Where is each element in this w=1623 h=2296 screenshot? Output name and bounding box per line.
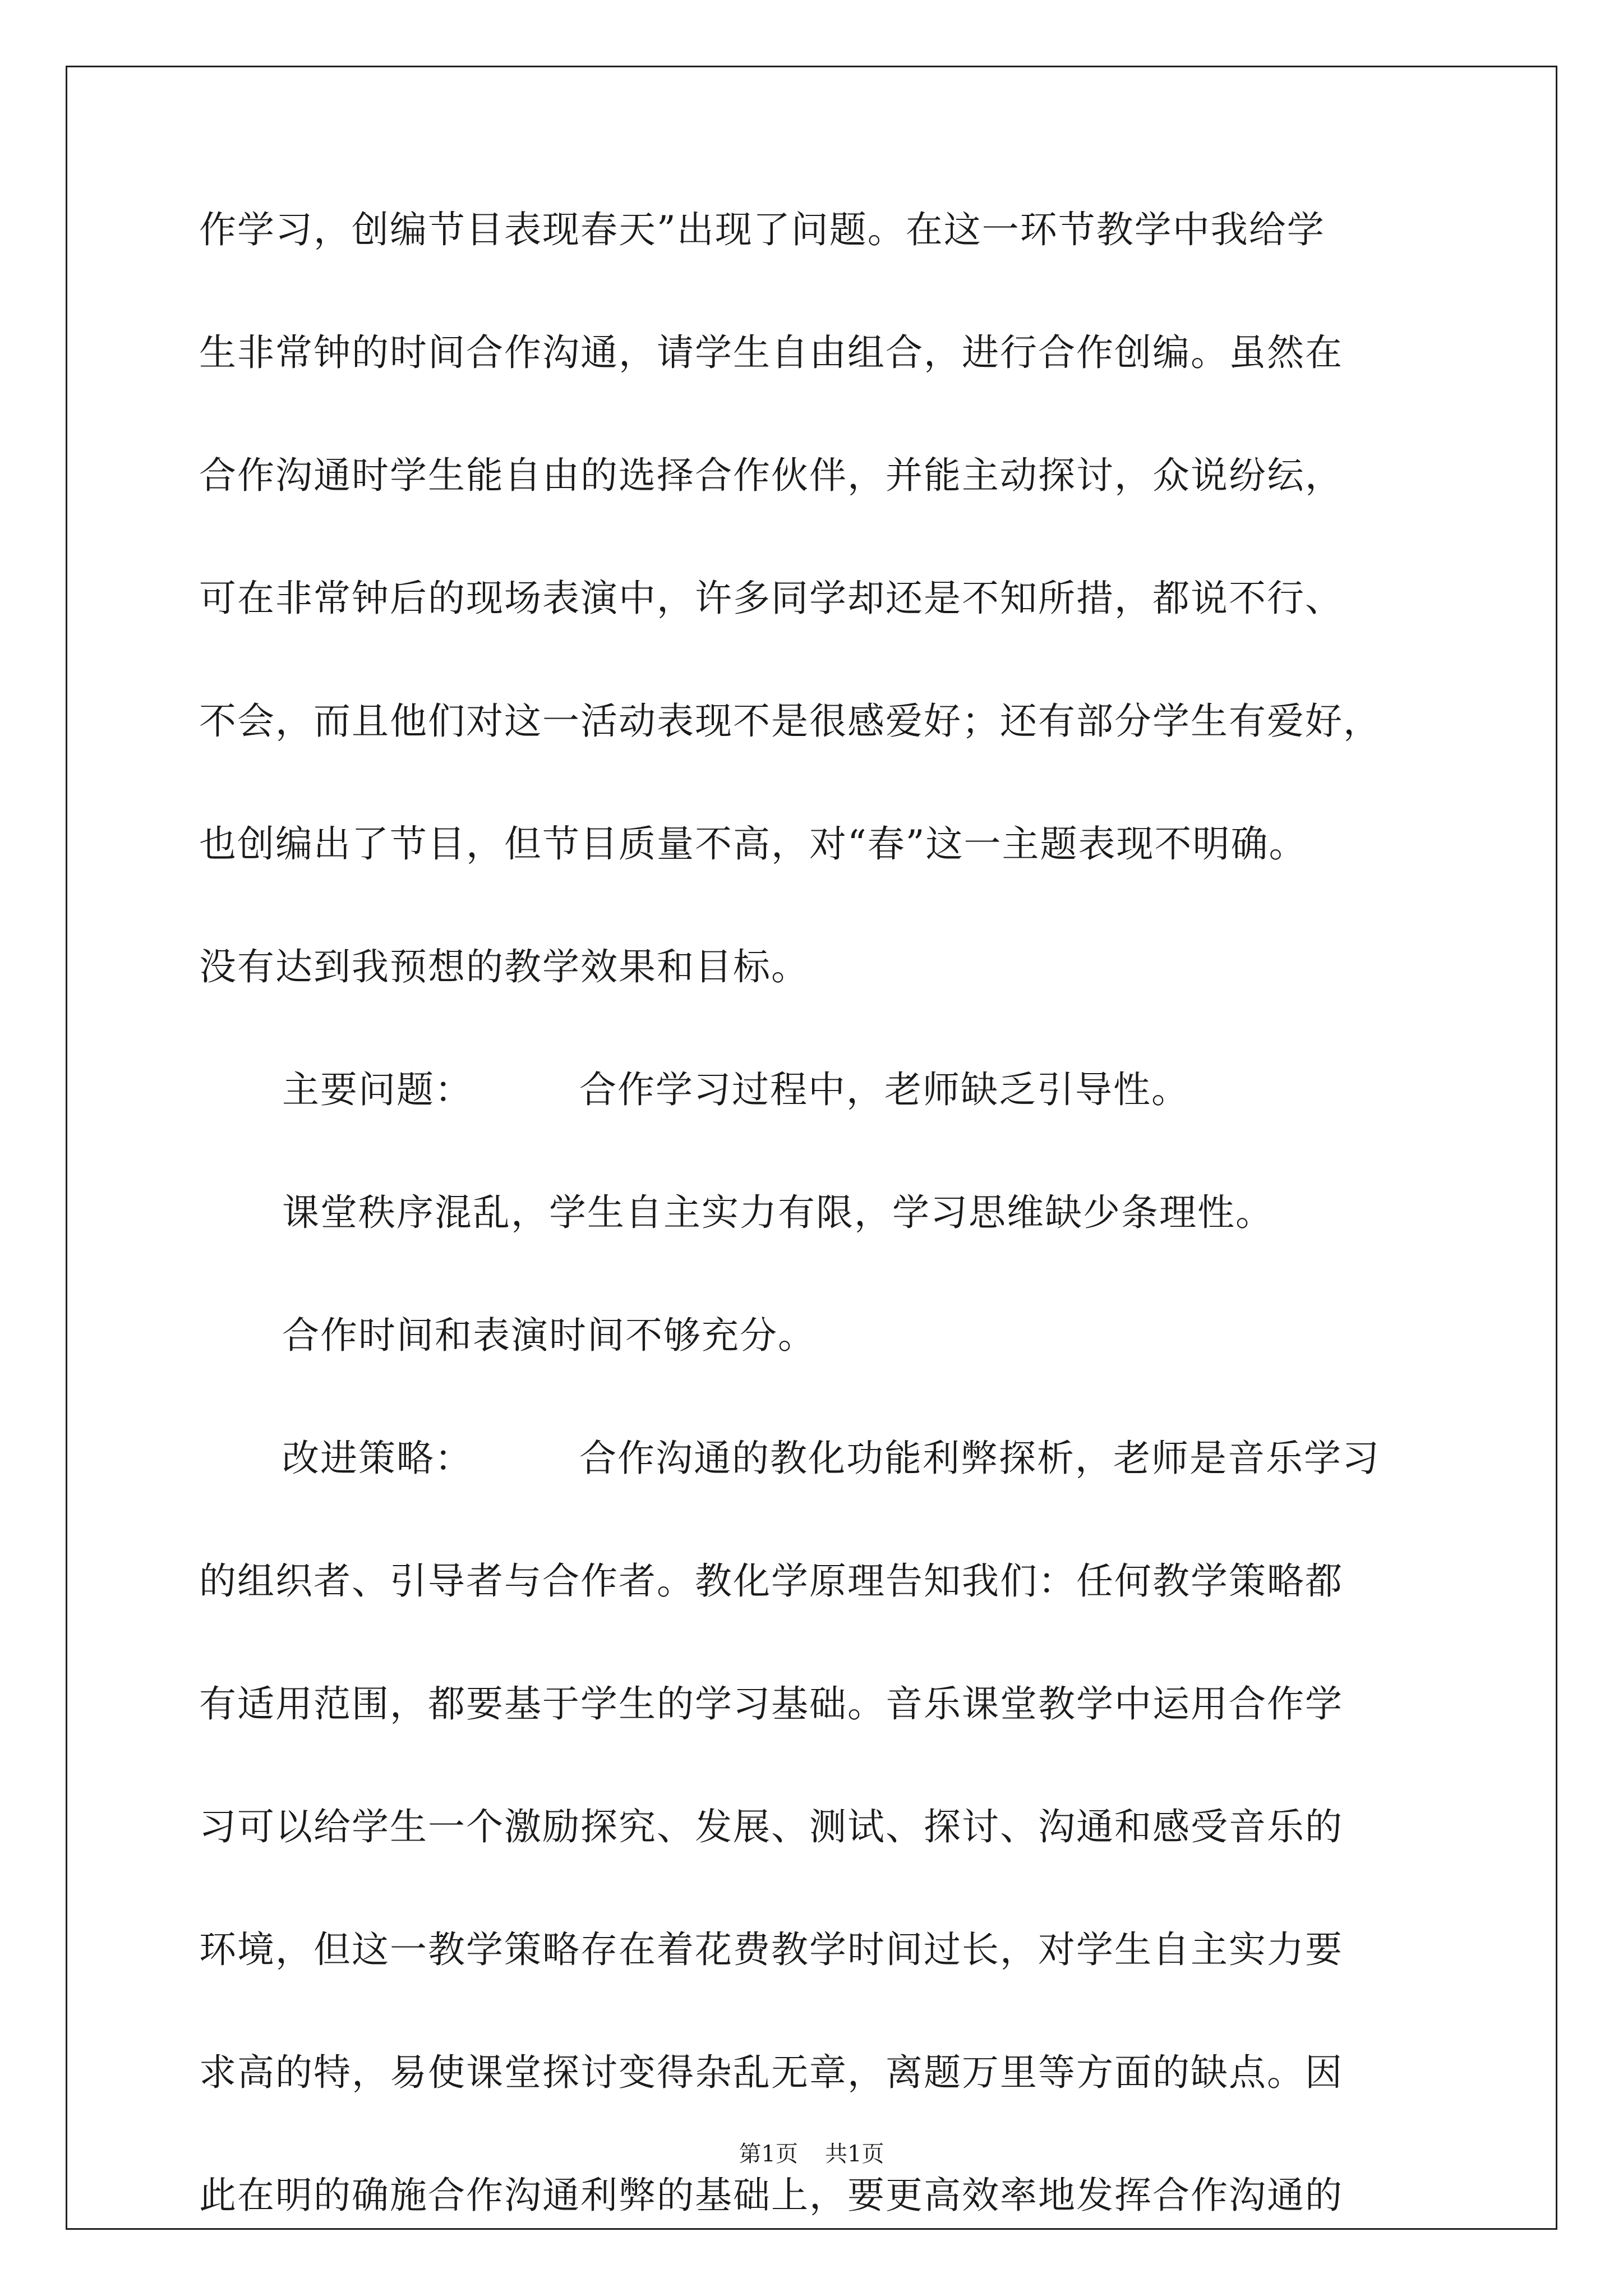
page-border bbox=[66, 66, 1557, 2230]
paragraph-line: 作学习，创编节目表现春天”出现了问题。在这一环节教学中我给学 bbox=[199, 208, 1325, 251]
paragraph-line: 没有达到我预想的教学效果和目标。 bbox=[199, 945, 809, 988]
strategy-line bbox=[282, 1436, 1380, 1481]
paragraph-line: 合作沟通时学生能自由的选择合作伙伴，并能主动探讨，众说纷纭， bbox=[199, 454, 1343, 497]
strategy-paragraph-line: 环境，但这一教学策略存在着花费教学时间过长，对学生自主实力要 bbox=[199, 1928, 1343, 1971]
strategy-paragraph-line: 求高的特，易使课堂探讨变得杂乱无章，离题万里等方面的缺点。因 bbox=[199, 2051, 1343, 2094]
problems-line-3: 合作时间和表演时间不够充分。 bbox=[282, 1314, 816, 1357]
problems-line-2: 课堂秩序混乱，学生自主实力有限，学习思维缺少条理性。 bbox=[282, 1191, 1274, 1234]
strategy-label: 改进策略： bbox=[282, 1437, 473, 1480]
page-total: 共1页 bbox=[825, 2141, 884, 2167]
strategy-text: 合作沟通的教化功能利弊探析，老师是音乐学习 bbox=[579, 1437, 1380, 1480]
page-footer bbox=[0, 2140, 1623, 2168]
paragraph-line: 生非常钟的时间合作沟通，请学生自由组合，进行合作创编。虽然在 bbox=[199, 331, 1343, 374]
page-number: 第1页 bbox=[739, 2141, 798, 2167]
strategy-paragraph-line: 有适用范围，都要基于学生的学习基础。音乐课堂教学中运用合作学 bbox=[199, 1682, 1343, 1726]
problems-line bbox=[282, 1068, 1189, 1112]
strategy-paragraph-line: 的组织者、引导者与合作者。教化学原理告知我们：任何教学策略都 bbox=[199, 1559, 1343, 1603]
strategy-paragraph-line: 此在明的确施合作沟通利弊的基础上，要更高效率地发挥合作沟通的 bbox=[199, 2174, 1343, 2217]
paragraph-line: 不会，而且他们对这一活动表现不是很感爱好；还有部分学生有爱好， bbox=[199, 700, 1381, 743]
problems-label: 主要问题： bbox=[282, 1068, 473, 1111]
paragraph-line: 可在非常钟后的现场表演中，许多同学却还是不知所措，都说不行、 bbox=[199, 577, 1343, 620]
strategy-paragraph-line: 习可以给学生一个激励探究、发展、测试、探讨、沟通和感受音乐的 bbox=[199, 1805, 1343, 1848]
problems-text: 合作学习过程中，老师缺乏引导性。 bbox=[579, 1068, 1189, 1111]
paragraph-line: 也创编出了节目，但节目质量不高，对“春”这一主题表现不明确。 bbox=[199, 822, 1307, 866]
